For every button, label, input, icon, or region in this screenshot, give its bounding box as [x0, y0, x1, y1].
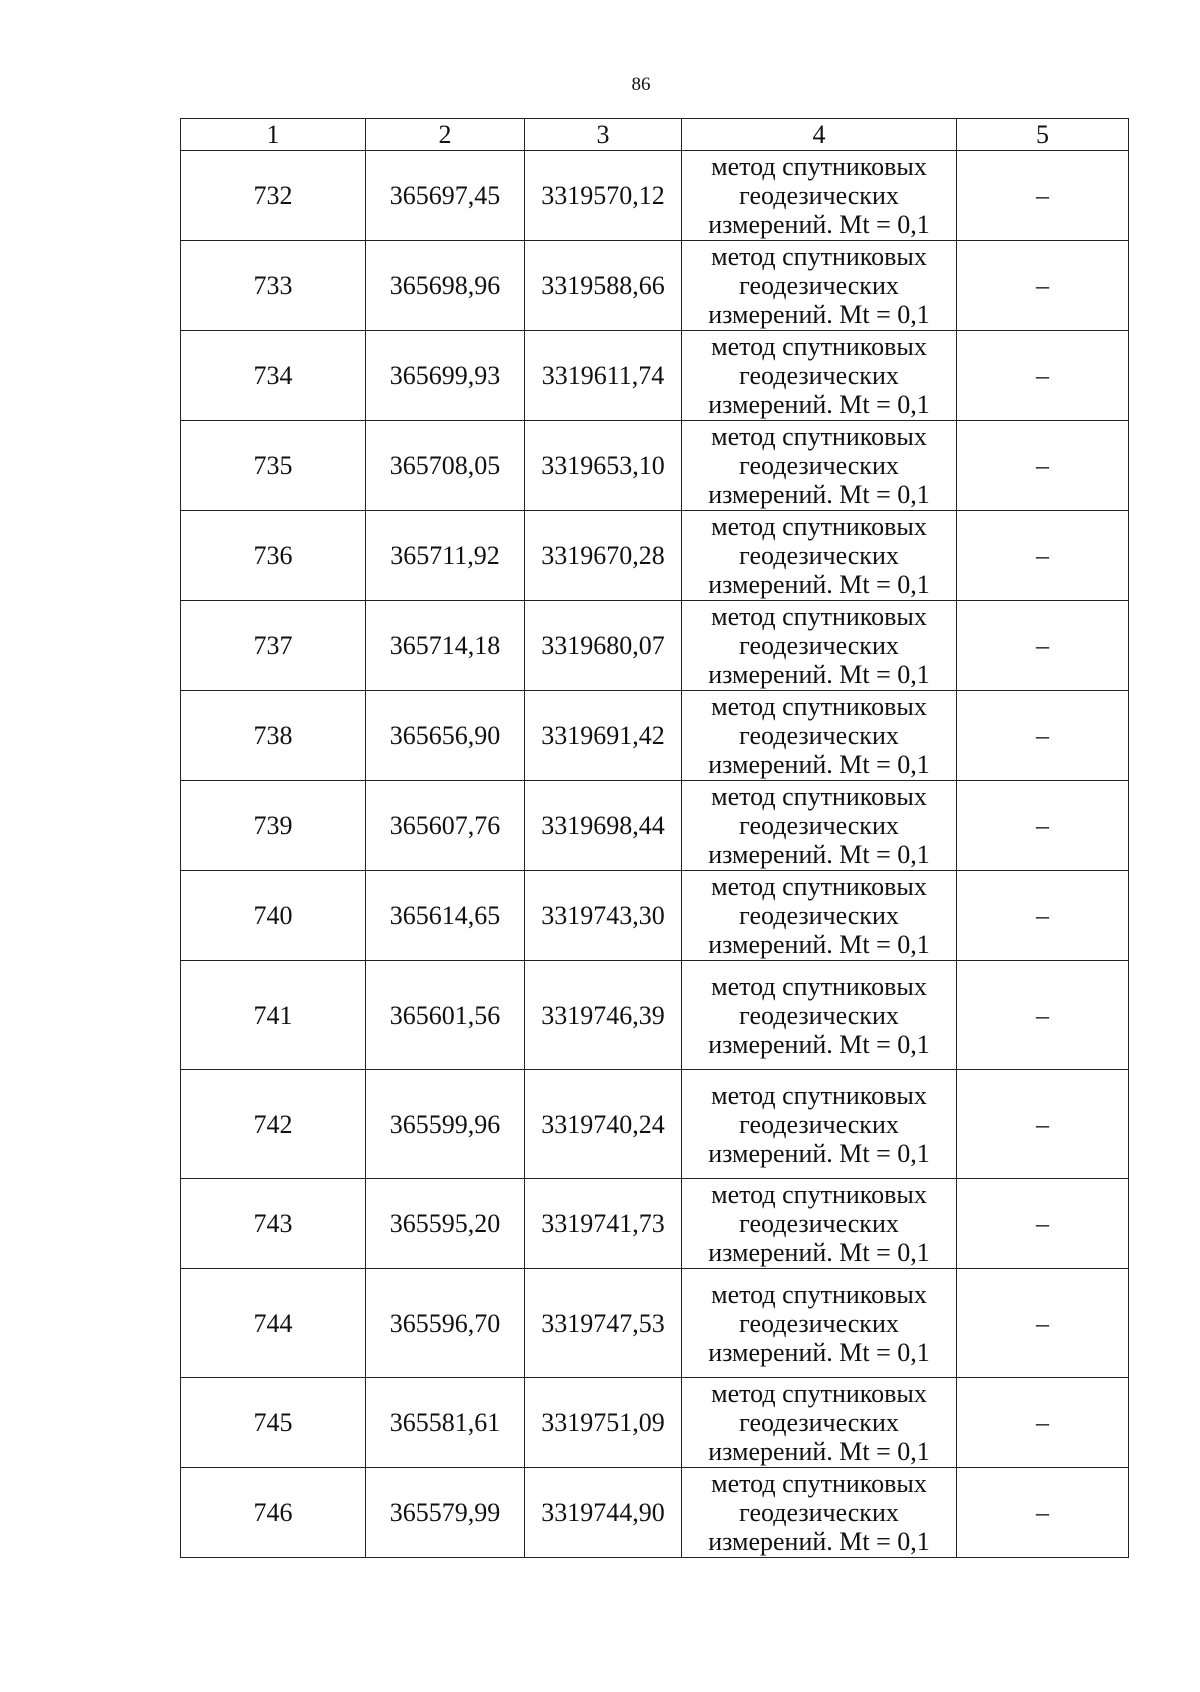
note-cell: – [957, 1269, 1129, 1378]
y-coordinate-cell: 3319588,66 [525, 241, 682, 331]
method-line: измерений. Mt = 0,1 [708, 570, 930, 599]
method-cell [682, 151, 957, 241]
method-line: измерений. Mt = 0,1 [708, 1238, 930, 1267]
method-cell [682, 691, 957, 781]
note-cell: – [957, 601, 1129, 691]
note-cell: – [957, 1179, 1129, 1269]
method-line: геодезических [739, 1408, 899, 1437]
table-header-row [181, 119, 1129, 151]
x-coordinate-cell: 365607,76 [366, 781, 525, 871]
point-number-cell: 738 [181, 691, 366, 781]
point-number-cell: 745 [181, 1378, 366, 1468]
table-row [181, 331, 1129, 421]
note-cell: – [957, 331, 1129, 421]
note-cell: – [957, 241, 1129, 331]
note-cell: – [957, 961, 1129, 1070]
method-line: измерений. Mt = 0,1 [708, 840, 930, 869]
y-coordinate-cell: 3319751,09 [525, 1378, 682, 1468]
method-line: геодезических [739, 271, 899, 300]
x-coordinate-cell: 365711,92 [366, 511, 525, 601]
point-number-cell: 739 [181, 781, 366, 871]
method-line: геодезических [739, 451, 899, 480]
method-line: измерений. Mt = 0,1 [708, 300, 930, 329]
x-coordinate-cell: 365699,93 [366, 331, 525, 421]
point-number-cell: 732 [181, 151, 366, 241]
method-cell [682, 871, 957, 961]
note-cell: – [957, 151, 1129, 241]
method-line: геодезических [739, 631, 899, 660]
method-line: метод спутниковых [711, 872, 927, 901]
x-coordinate-cell: 365656,90 [366, 691, 525, 781]
method-cell [682, 961, 957, 1070]
method-line: метод спутниковых [711, 152, 927, 181]
method-line: метод спутниковых [711, 1080, 927, 1110]
note-cell: – [957, 421, 1129, 511]
method-line: измерений. Mt = 0,1 [708, 1029, 930, 1059]
table-row [181, 871, 1129, 961]
table-row [181, 151, 1129, 241]
note-cell: – [957, 781, 1129, 871]
method-cell [682, 241, 957, 331]
note-cell: – [957, 871, 1129, 961]
point-number-cell: 734 [181, 331, 366, 421]
method-line: геодезических [739, 901, 899, 930]
point-number-cell: 733 [181, 241, 366, 331]
method-line: метод спутниковых [711, 971, 927, 1001]
y-coordinate-cell: 3319653,10 [525, 421, 682, 511]
point-number-cell: 741 [181, 961, 366, 1070]
method-line: измерений. Mt = 0,1 [708, 480, 930, 509]
table-row [181, 601, 1129, 691]
note-cell: – [957, 511, 1129, 601]
method-line: геодезических [739, 721, 899, 750]
y-coordinate-cell: 3319680,07 [525, 601, 682, 691]
method-line: метод спутниковых [711, 1279, 927, 1309]
point-number-cell: 740 [181, 871, 366, 961]
y-coordinate-cell: 3319691,42 [525, 691, 682, 781]
point-number-cell: 736 [181, 511, 366, 601]
method-cell [682, 1269, 957, 1378]
method-line: метод спутниковых [711, 242, 927, 271]
y-coordinate-cell: 3319741,73 [525, 1179, 682, 1269]
page-number: 86 [631, 74, 651, 95]
note-cell: – [957, 1070, 1129, 1179]
header-col-1: 1 [181, 119, 366, 151]
y-coordinate-cell: 3319747,53 [525, 1269, 682, 1378]
method-cell [682, 781, 957, 871]
method-cell [682, 1378, 957, 1468]
method-line: измерений. Mt = 0,1 [708, 1337, 930, 1367]
method-cell [682, 331, 957, 421]
method-line: метод спутниковых [711, 332, 927, 361]
method-line: измерений. Mt = 0,1 [708, 1437, 930, 1466]
table-row [181, 1070, 1129, 1179]
y-coordinate-cell: 3319746,39 [525, 961, 682, 1070]
x-coordinate-cell: 365614,65 [366, 871, 525, 961]
method-line: геодезических [739, 1109, 899, 1139]
y-coordinate-cell: 3319698,44 [525, 781, 682, 871]
method-line: геодезических [739, 361, 899, 390]
method-cell [682, 511, 957, 601]
point-number-cell: 742 [181, 1070, 366, 1179]
method-line: геодезических [739, 1498, 899, 1527]
method-line: измерений. Mt = 0,1 [708, 390, 930, 419]
point-number-cell: 737 [181, 601, 366, 691]
x-coordinate-cell: 365595,20 [366, 1179, 525, 1269]
table-row [181, 691, 1129, 781]
table-row [181, 241, 1129, 331]
point-number-cell: 743 [181, 1179, 366, 1269]
x-coordinate-cell: 365698,96 [366, 241, 525, 331]
method-cell [682, 601, 957, 691]
y-coordinate-cell: 3319740,24 [525, 1070, 682, 1179]
header-col-4: 4 [682, 119, 957, 151]
method-line: метод спутниковых [711, 1180, 927, 1209]
y-coordinate-cell: 3319611,74 [525, 331, 682, 421]
table-row [181, 1378, 1129, 1468]
table-row [181, 1468, 1129, 1558]
y-coordinate-cell: 3319744,90 [525, 1468, 682, 1558]
y-coordinate-cell: 3319570,12 [525, 151, 682, 241]
x-coordinate-cell: 365708,05 [366, 421, 525, 511]
method-line: метод спутниковых [711, 422, 927, 451]
header-col-3: 3 [525, 119, 682, 151]
note-cell: – [957, 1378, 1129, 1468]
table-body [181, 151, 1129, 1558]
method-line: геодезических [739, 541, 899, 570]
coordinates-table [180, 118, 1129, 1558]
x-coordinate-cell: 365697,45 [366, 151, 525, 241]
method-line: метод спутниковых [711, 602, 927, 631]
method-line: измерений. Mt = 0,1 [708, 750, 930, 779]
method-line: метод спутниковых [711, 1379, 927, 1408]
x-coordinate-cell: 365599,96 [366, 1070, 525, 1179]
table-row [181, 1269, 1129, 1378]
table-row [181, 961, 1129, 1070]
method-cell [682, 1179, 957, 1269]
x-coordinate-cell: 365579,99 [366, 1468, 525, 1558]
method-line: метод спутниковых [711, 1469, 927, 1498]
x-coordinate-cell: 365596,70 [366, 1269, 525, 1378]
method-line: измерений. Mt = 0,1 [708, 660, 930, 689]
table-row [181, 781, 1129, 871]
table-row [181, 511, 1129, 601]
table-row [181, 421, 1129, 511]
y-coordinate-cell: 3319670,28 [525, 511, 682, 601]
note-cell: – [957, 691, 1129, 781]
method-line: метод спутниковых [711, 782, 927, 811]
header-col-2: 2 [366, 119, 525, 151]
x-coordinate-cell: 365714,18 [366, 601, 525, 691]
note-cell: – [957, 1468, 1129, 1558]
table-row [181, 1179, 1129, 1269]
method-cell [682, 421, 957, 511]
method-line: геодезических [739, 1209, 899, 1238]
method-line: геодезических [739, 181, 899, 210]
method-line: геодезических [739, 811, 899, 840]
method-line: измерений. Mt = 0,1 [708, 1138, 930, 1168]
method-line: измерений. Mt = 0,1 [708, 1527, 930, 1556]
y-coordinate-cell: 3319743,30 [525, 871, 682, 961]
x-coordinate-cell: 365601,56 [366, 961, 525, 1070]
method-line: измерений. Mt = 0,1 [708, 930, 930, 959]
point-number-cell: 744 [181, 1269, 366, 1378]
point-number-cell: 735 [181, 421, 366, 511]
method-cell [682, 1468, 957, 1558]
method-line: метод спутниковых [711, 512, 927, 541]
header-col-5: 5 [957, 119, 1129, 151]
x-coordinate-cell: 365581,61 [366, 1378, 525, 1468]
method-cell [682, 1070, 957, 1179]
method-line: геодезических [739, 1308, 899, 1338]
point-number-cell: 746 [181, 1468, 366, 1558]
method-line: измерений. Mt = 0,1 [708, 210, 930, 239]
method-line: метод спутниковых [711, 692, 927, 721]
method-line: геодезических [739, 1000, 899, 1030]
